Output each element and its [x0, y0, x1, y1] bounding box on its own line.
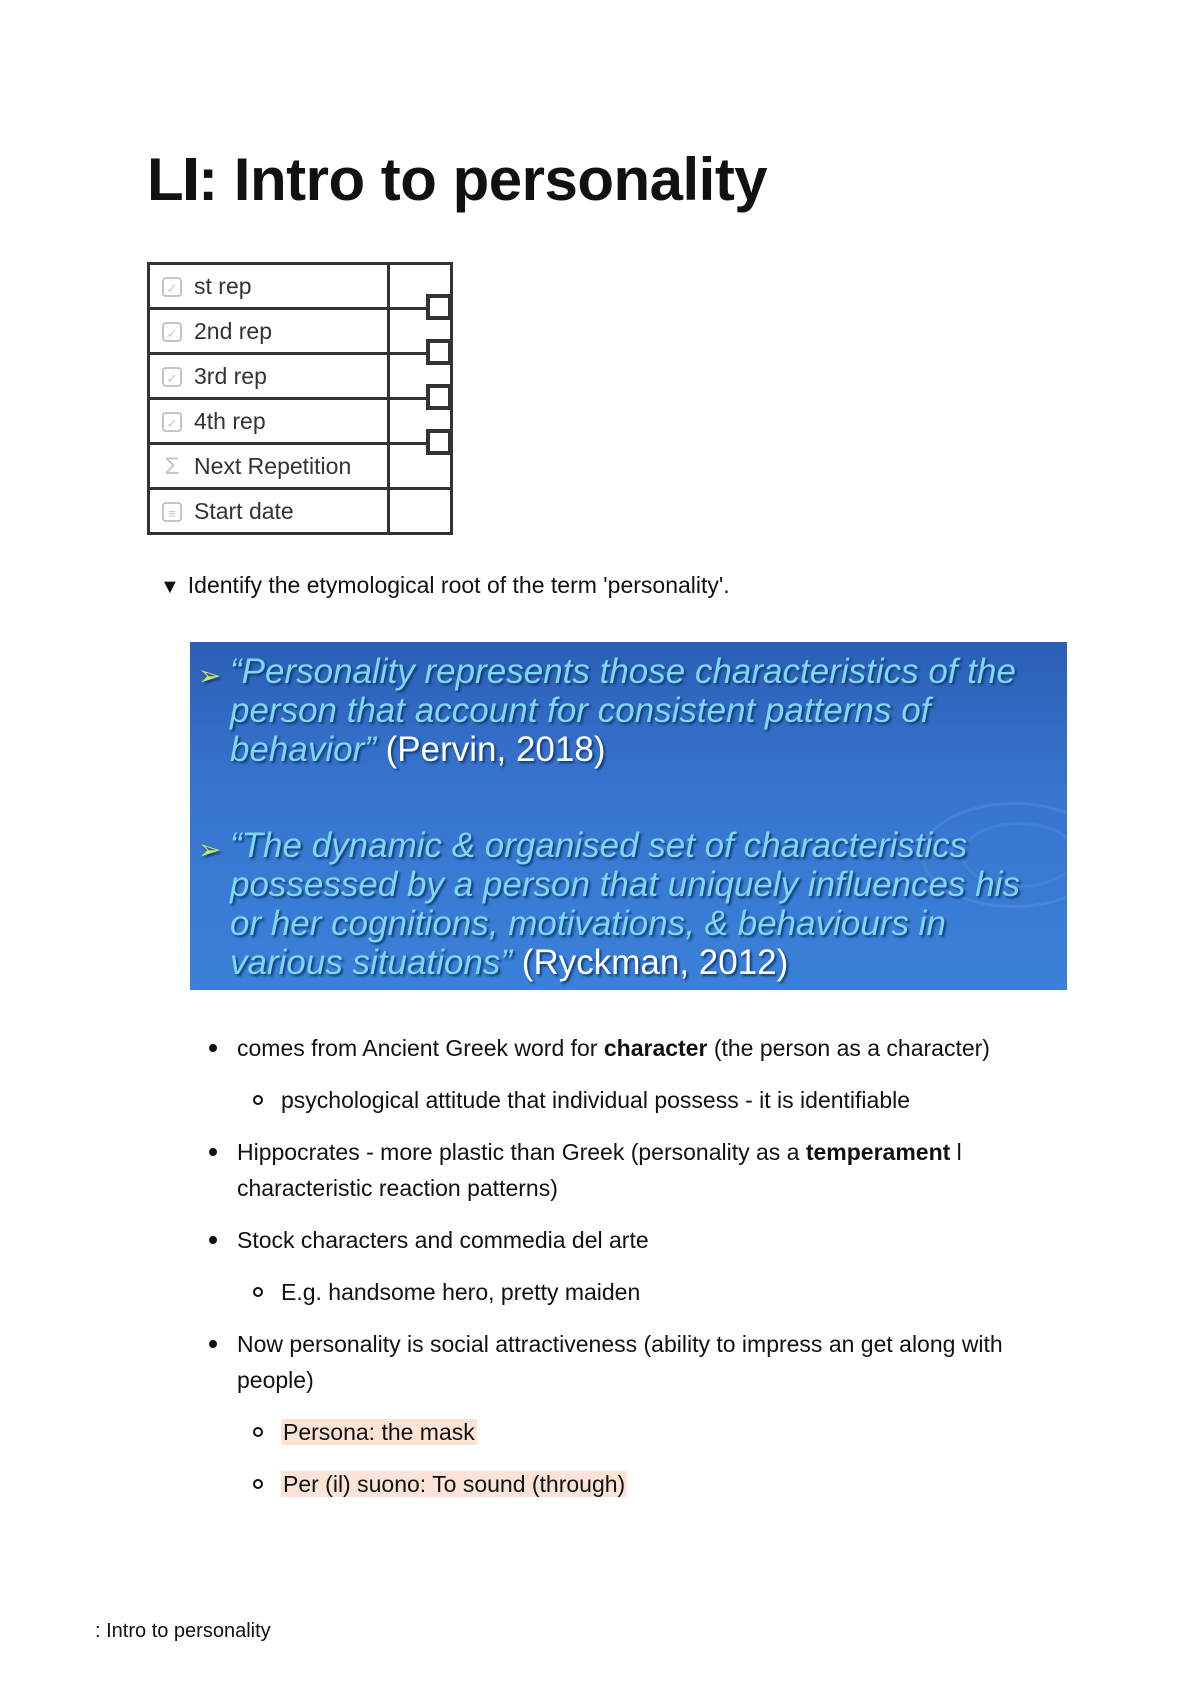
note-text: Now personality is social attractiveness (ability to impress an get along with — [237, 1331, 1003, 1357]
checkbox-icon: ✓ — [162, 277, 182, 297]
quote-text: “The dynamic & organised set of characteristics possessed by a person that uniquely influences his or her cognitions, motivations, & behaviours in various situations” — [230, 826, 1020, 982]
property-label-cell — [149, 264, 389, 309]
bullet-icon — [209, 1340, 217, 1348]
property-value-cell — [389, 309, 452, 354]
title-glyph-placeholder — [186, 158, 196, 200]
list-item — [237, 1222, 649, 1258]
property-row — [149, 264, 452, 309]
note-text: E.g. handsome hero, pretty maiden — [281, 1279, 641, 1305]
property-label: st rep — [194, 272, 252, 299]
list-item — [281, 1414, 477, 1450]
property-label: 3rd rep — [194, 362, 267, 389]
quote-citation: (Ryckman, 2012) — [512, 943, 789, 982]
note-text: psychological attitude that individual possess - it is identifiable — [281, 1087, 911, 1113]
property-label: Next Repetition — [194, 452, 352, 479]
list-item — [281, 1082, 910, 1118]
hollow-bullet-icon — [253, 1427, 263, 1437]
list-item — [237, 1030, 990, 1066]
bullet-icon — [209, 1148, 217, 1156]
note-text: people) — [237, 1367, 314, 1393]
quote-text: “Personality represents those characteristics of the person that account for consistent patterns of behavior” — [230, 652, 1016, 769]
note-text: characteristic reaction patterns) — [237, 1175, 558, 1201]
property-row — [149, 399, 452, 444]
bullet-icon — [209, 1044, 217, 1052]
note-text: l — [950, 1139, 962, 1165]
highlighted-text: Per (il) suono: To sound (through) — [283, 1471, 626, 1497]
toggle-arrow-icon[interactable]: ▼ — [160, 576, 180, 598]
toggle-text: Identify the etymological root of the term 'personality'. — [187, 572, 730, 598]
note-text: comes from Ancient Greek word for — [237, 1035, 604, 1061]
title-text: : Intro to personality — [198, 146, 768, 213]
sigma-icon: Σ — [164, 453, 180, 481]
arrow-bullet-icon: ➢ — [198, 834, 222, 865]
property-row — [149, 489, 452, 534]
note-text: Stock characters and commedia del arte — [237, 1227, 649, 1253]
property-label-cell — [149, 444, 389, 489]
property-value-cell — [389, 264, 452, 309]
checkbox-icon: ✓ — [162, 367, 182, 387]
property-label: 4th rep — [194, 407, 266, 434]
property-row — [149, 309, 452, 354]
property-label-cell — [149, 489, 389, 534]
quote-citation: (Pervin, 2018) — [375, 730, 606, 769]
hollow-bullet-icon — [253, 1095, 263, 1105]
note-bold: temperament — [805, 1139, 951, 1165]
list-item — [281, 1274, 640, 1310]
slide-quote — [198, 826, 1050, 982]
property-value-cell — [389, 354, 452, 399]
page-footer: : Intro to personality — [95, 1620, 271, 1642]
note-text: Hippocrates - more plastic than Greek (personality as a — [237, 1139, 806, 1165]
title-prefix: L — [147, 146, 184, 213]
property-value-cell — [389, 399, 452, 444]
arrow-bullet-icon: ➢ — [198, 660, 222, 691]
property-value-cell — [389, 489, 452, 534]
note-text: (the person as a character) — [707, 1035, 990, 1061]
slide-quote — [198, 652, 1050, 769]
list-item — [281, 1466, 627, 1502]
hollow-bullet-icon — [253, 1287, 263, 1297]
property-label: Start date — [194, 497, 294, 524]
property-row — [149, 354, 452, 399]
page-title — [147, 145, 767, 214]
highlighted-text: Persona: the mask — [283, 1419, 475, 1445]
text-icon: ≡ — [162, 502, 182, 522]
property-label: 2nd rep — [194, 317, 273, 344]
bullet-icon — [209, 1236, 217, 1244]
property-label-cell — [149, 309, 389, 354]
checkbox-icon: ✓ — [162, 412, 182, 432]
property-label-cell — [149, 399, 389, 444]
list-item — [237, 1326, 1003, 1398]
property-label-cell — [149, 354, 389, 399]
properties-table — [147, 262, 453, 535]
toggle-block[interactable] — [160, 572, 730, 599]
checkbox-icon: ✓ — [162, 322, 182, 342]
list-item — [237, 1134, 962, 1206]
property-row — [149, 444, 452, 489]
slide-image — [190, 642, 1067, 990]
hollow-bullet-icon — [253, 1479, 263, 1489]
property-value-cell — [389, 444, 452, 489]
note-bold: character — [603, 1035, 708, 1061]
